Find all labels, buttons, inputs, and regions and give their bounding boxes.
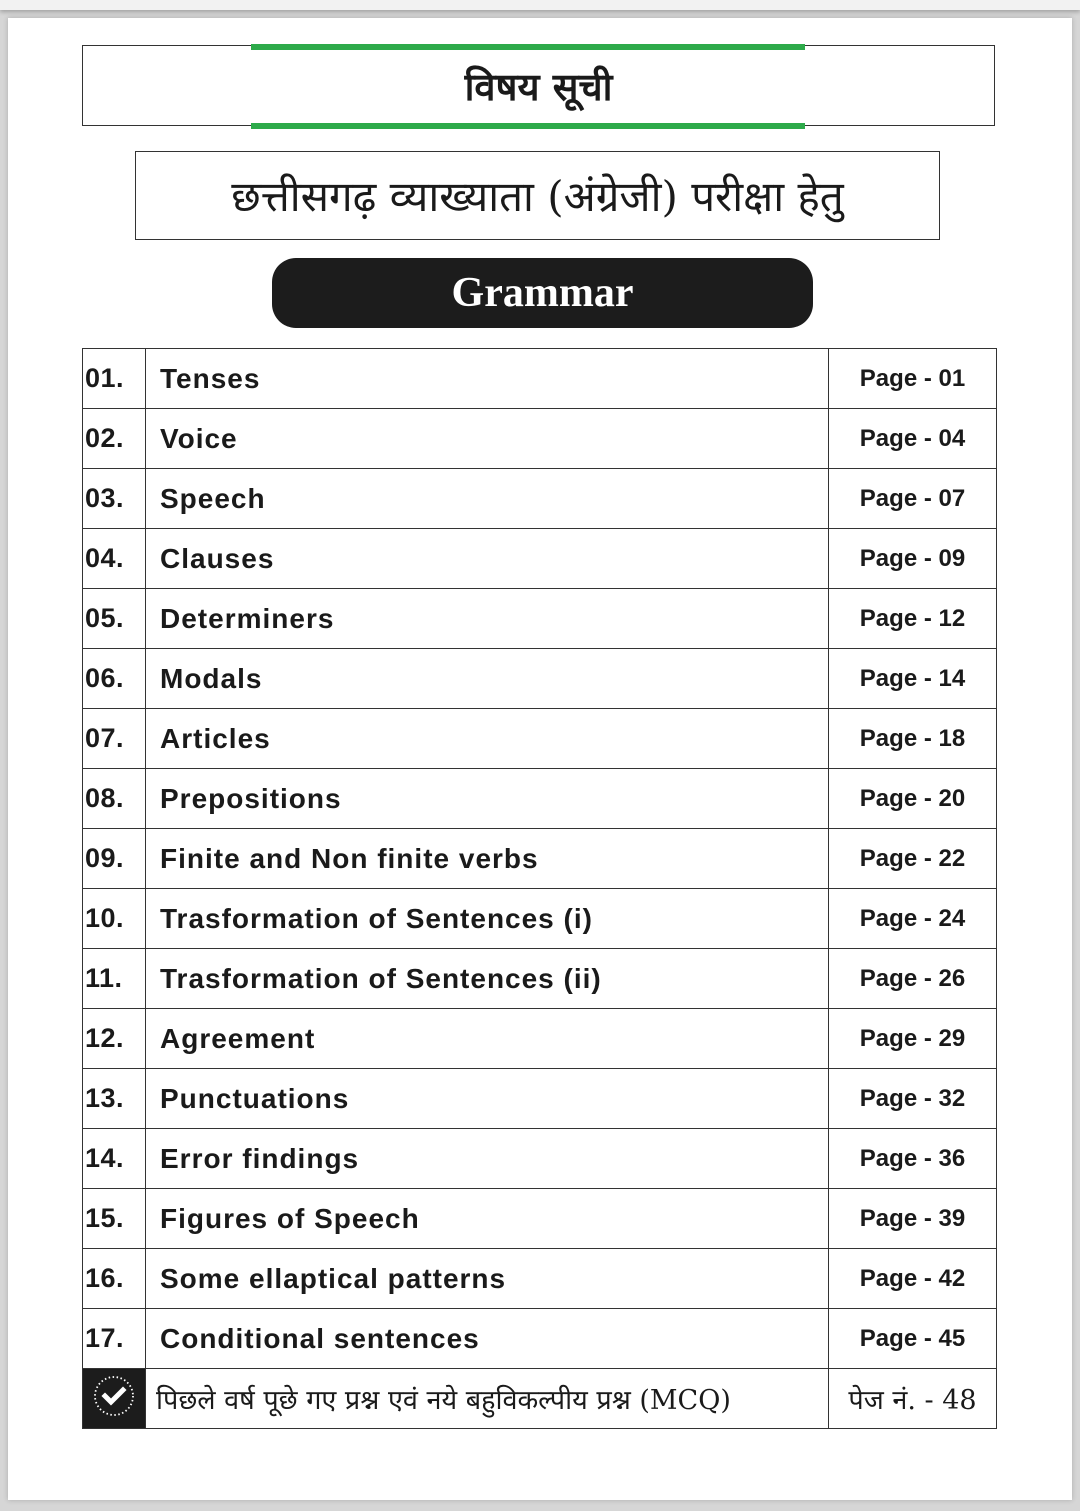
toc-page: Page - 07 <box>829 469 997 529</box>
toc-page: Page - 36 <box>829 1129 997 1189</box>
toc-page: Page - 04 <box>829 409 997 469</box>
toc-row[interactable] <box>83 709 997 769</box>
toc-number: 09. <box>83 829 146 889</box>
toc-topic: Trasformation of Sentences (ii) <box>146 949 829 1009</box>
toc-topic: Trasformation of Sentences (i) <box>146 889 829 949</box>
subtitle-box <box>135 151 940 240</box>
green-rule-top <box>251 44 805 50</box>
toc-topic: Punctuations <box>146 1069 829 1129</box>
toc-number: 13. <box>83 1069 146 1129</box>
toc-row[interactable] <box>83 1309 997 1369</box>
toc-page: Page - 24 <box>829 889 997 949</box>
toc-number: 15. <box>83 1189 146 1249</box>
mcq-topic: पिछले वर्ष पूछे गए प्रश्न एवं नये बहुविकल्पीय प्रश्न (MCQ) <box>146 1369 829 1429</box>
toc-number: 02. <box>83 409 146 469</box>
toc-row[interactable] <box>83 589 997 649</box>
toc-page: Page - 39 <box>829 1189 997 1249</box>
toc-page: Page - 01 <box>829 349 997 409</box>
toc-topic: Some ellaptical patterns <box>146 1249 829 1309</box>
toc-row[interactable] <box>83 1009 997 1069</box>
toc-number: 07. <box>83 709 146 769</box>
toc-topic: Articles <box>146 709 829 769</box>
toc-number: 10. <box>83 889 146 949</box>
toc-number: 06. <box>83 649 146 709</box>
toc-page: Page - 42 <box>829 1249 997 1309</box>
toc-topic: Prepositions <box>146 769 829 829</box>
toc-topic: Clauses <box>146 529 829 589</box>
toc-topic: Voice <box>146 409 829 469</box>
document-page <box>8 18 1072 1500</box>
toc-row[interactable] <box>83 949 997 1009</box>
toc-row[interactable] <box>83 469 997 529</box>
top-page-edge <box>0 0 1080 10</box>
check-badge-icon <box>92 1374 136 1418</box>
toc-row[interactable] <box>83 349 997 409</box>
toc-row[interactable] <box>83 829 997 889</box>
toc-row[interactable] <box>83 409 997 469</box>
title-box <box>82 45 995 126</box>
toc-number: 05. <box>83 589 146 649</box>
toc-topic: Determiners <box>146 589 829 649</box>
toc-number: 17. <box>83 1309 146 1369</box>
toc-page: Page - 45 <box>829 1309 997 1369</box>
toc-number: 16. <box>83 1249 146 1309</box>
toc-row[interactable] <box>83 649 997 709</box>
mcq-page: पेज नं. - 48 <box>829 1369 997 1429</box>
toc-number: 14. <box>83 1129 146 1189</box>
toc-number: 03. <box>83 469 146 529</box>
section-pill <box>272 258 813 328</box>
toc-row[interactable] <box>83 1249 997 1309</box>
subtitle: छत्तीसगढ़ व्याख्याता (अंग्रेजी) परीक्षा हेतु <box>231 172 844 221</box>
toc-row[interactable] <box>83 1069 997 1129</box>
toc-topic: Conditional sentences <box>146 1309 829 1369</box>
toc-topic: Speech <box>146 469 829 529</box>
toc-number: 08. <box>83 769 146 829</box>
toc-page: Page - 32 <box>829 1069 997 1129</box>
mcq-icon-cell <box>83 1369 146 1429</box>
toc-topic: Agreement <box>146 1009 829 1069</box>
toc-page: Page - 22 <box>829 829 997 889</box>
toc-topic: Error findings <box>146 1129 829 1189</box>
toc-topic: Figures of Speech <box>146 1189 829 1249</box>
toc-page: Page - 20 <box>829 769 997 829</box>
toc-number: 12. <box>83 1009 146 1069</box>
toc-topic: Tenses <box>146 349 829 409</box>
toc-topic: Finite and Non finite verbs <box>146 829 829 889</box>
toc-number: 01. <box>83 349 146 409</box>
toc-row[interactable] <box>83 1189 997 1249</box>
green-rule-bottom <box>251 123 805 129</box>
toc-page: Page - 12 <box>829 589 997 649</box>
toc-number: 04. <box>83 529 146 589</box>
toc-table <box>82 348 997 1429</box>
toc-page: Page - 18 <box>829 709 997 769</box>
page-title: विषय सूची <box>464 65 613 109</box>
toc-page: Page - 09 <box>829 529 997 589</box>
toc-row[interactable] <box>83 769 997 829</box>
toc-row[interactable] <box>83 1129 997 1189</box>
toc-topic: Modals <box>146 649 829 709</box>
toc-number: 11. <box>83 949 146 1009</box>
toc-page: Page - 29 <box>829 1009 997 1069</box>
toc-row[interactable] <box>83 529 997 589</box>
toc-row[interactable] <box>83 889 997 949</box>
section-heading: Grammar <box>451 270 634 316</box>
mcq-row[interactable] <box>83 1369 997 1429</box>
toc-page: Page - 26 <box>829 949 997 1009</box>
toc-page: Page - 14 <box>829 649 997 709</box>
